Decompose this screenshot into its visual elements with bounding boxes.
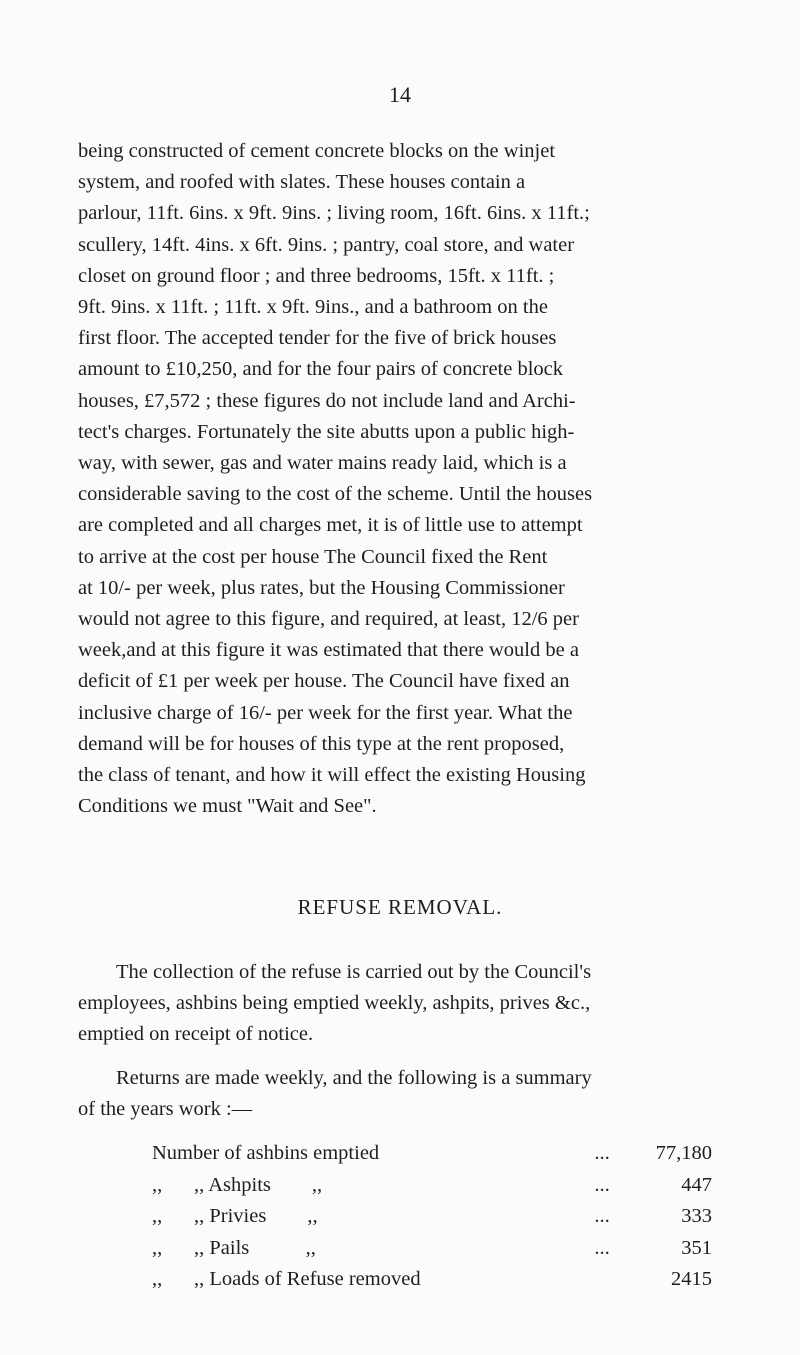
text-line: would not agree to this figure, and required, at least, 12/6 per: [78, 608, 579, 631]
row-value: 2415: [671, 1268, 712, 1291]
row-label: ,, Privies ,,: [194, 1205, 318, 1228]
text-line: scullery, 14ft. 4ins. x 6ft. 9ins. ; pantry, coal store, and water: [78, 233, 575, 256]
summary-row: [152, 1138, 712, 1170]
row-value: 77,180: [655, 1142, 712, 1165]
leader-dots: ...: [594, 1142, 610, 1165]
row-label: ,, Loads of Refuse removed: [194, 1268, 421, 1291]
text-line: way, with sewer, gas and water mains ready laid, which is a: [78, 452, 567, 475]
text-line: demand will be for houses of this type at the rent proposed,: [78, 732, 565, 755]
text-line: parlour, 11ft. 6ins. x 9ft. 9ins. ; living room, 16ft. 6ins. x 11ft.;: [78, 202, 590, 225]
text-line: Conditions we must "Wait and See".: [78, 795, 377, 818]
returns-paragraph: [78, 1063, 718, 1125]
row-value: 351: [681, 1236, 712, 1259]
ditto-mark: ,,: [152, 1236, 163, 1259]
row-value: 333: [681, 1205, 712, 1228]
row-label: ,, Pails ,,: [194, 1236, 316, 1259]
text-line: employees, ashbins being emptied weekly, ashpits, prives &c.,: [78, 992, 591, 1015]
text-line: closet on ground floor ; and three bedrooms, 15ft. x 11ft. ;: [78, 264, 555, 287]
row-label: Number of ashbins emptied: [152, 1142, 380, 1165]
ditto-mark: ,,: [152, 1205, 163, 1228]
summary-row: [152, 1201, 712, 1233]
leader-dots: ...: [594, 1205, 610, 1228]
text-line: at 10/- per week, plus rates, but the Housing Commissioner: [78, 576, 565, 599]
text-line: being constructed of cement concrete blocks on the winjet: [78, 140, 556, 162]
row-value: 447: [681, 1173, 712, 1196]
text-line: The collection of the refuse is carried out by the Council's: [116, 961, 592, 983]
row-label: ,, Ashpits ,,: [194, 1173, 323, 1196]
leader-dots: ...: [594, 1236, 610, 1259]
text-line: amount to £10,250, and for the four pairs of concrete block: [78, 358, 564, 381]
text-line: to arrive at the cost per house The Council fixed the Rent: [78, 545, 548, 568]
text-line: the class of tenant, and how it will effect the existing Housing: [78, 764, 586, 787]
ditto-mark: ,,: [152, 1173, 163, 1196]
text-line: inclusive charge of 16/- per week for the first year. What the: [78, 701, 573, 724]
summary-row: [152, 1170, 712, 1202]
text-line: system, and roofed with slates. These houses contain a: [78, 171, 526, 194]
text-line: week,and at this figure it was estimated that there would be a: [78, 639, 579, 662]
text-line: tect's charges. Fortunately the site abutts upon a public high-: [78, 420, 575, 443]
section-heading: REFUSE REMOVAL.: [297, 895, 503, 919]
summary-table: [152, 1138, 712, 1296]
text-line: emptied on receipt of notice.: [78, 1023, 314, 1046]
text-line: of the years work :—: [78, 1098, 253, 1121]
text-line: houses, £7,572 ; these figures do not include land and Archi-: [78, 389, 576, 412]
refuse-collection-paragraph: [78, 957, 718, 1051]
text-line: are completed and all charges met, it is of little use to attempt: [78, 514, 583, 537]
text-line: 9ft. 9ins. x 11ft. ; 11ft. x 9ft. 9ins., and a bathroom on the: [78, 296, 548, 319]
text-line: considerable saving to the cost of the scheme. Until the houses: [78, 483, 593, 506]
page-number: 14: [389, 82, 411, 107]
text-line: deficit of £1 per week per house. The Council have fixed an: [78, 670, 570, 693]
text-line: first floor. The accepted tender for the five of brick houses: [78, 327, 557, 350]
summary-row: [152, 1233, 712, 1265]
housing-paragraph: [78, 136, 708, 822]
summary-row: [152, 1264, 712, 1296]
leader-dots: ...: [594, 1173, 610, 1196]
text-line: Returns are made weekly, and the following is a summary: [116, 1067, 592, 1089]
ditto-mark: ,,: [152, 1268, 163, 1291]
